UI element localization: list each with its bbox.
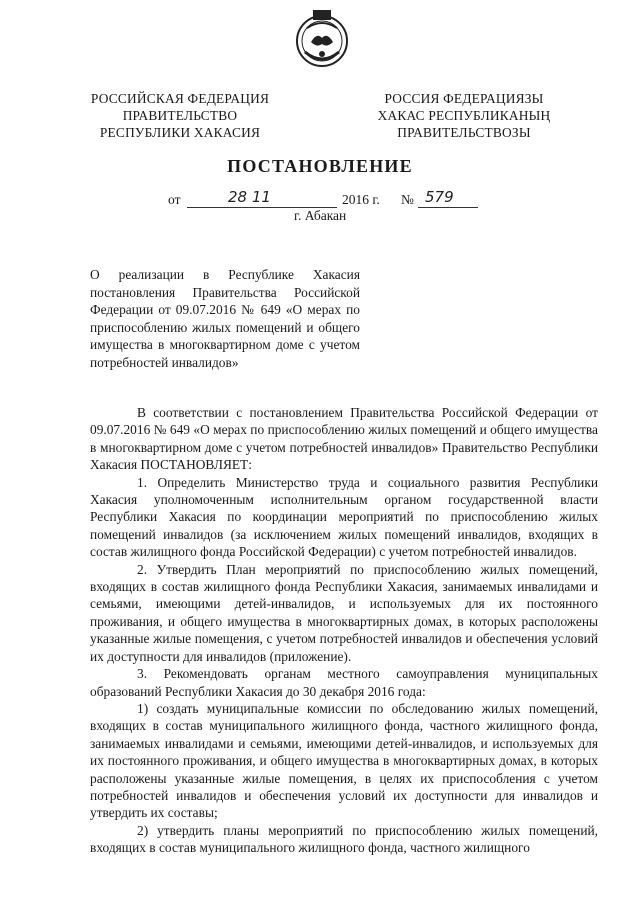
- header-left-line: РЕСПУБЛИКИ ХАКАСИЯ: [99, 125, 261, 140]
- header-right-line: РОССИЯ ФЕДЕРАЦИЯЗЫ: [384, 91, 544, 106]
- document-title: ПОСТАНОВЛЕНИЕ: [227, 156, 413, 176]
- body-paragraph: 1. Определить Министерство труда и социального развития Республики Хакасия уполномоченным исполнительным органом государственной власти Республики Хакасия по координации мероприятий по приспособлению жилых помещений инвалидов (за исключением жилых помещений инвалидов, входящих в состав жилищного фонда Российской Федерации) с учетом потребностей инвалидов.: [90, 474, 598, 560]
- document-subject: О реализации в Республике Хакасия постановления Правительства Российской Федерации от 09.07.2016 № 649 «О мерах по приспособлению жилых помещений и общего имущества в многоквартирном доме с учетом потребностей инвалидов»: [90, 267, 360, 370]
- handwritten-number: 579: [425, 188, 454, 206]
- body-paragraph: 2) утвердить планы мероприятий по приспособлению жилых помещений, входящих в состав муниципального жилищного фонда, частного жилищного: [90, 822, 598, 856]
- header-right-line: ПРАВИТЕЛЬСТВОЗЫ: [397, 125, 531, 140]
- date-line: [0, 190, 640, 210]
- body-paragraph: В соответствии с постановлением Правительства Российской Федерации от 09.07.2016 № 649 «О мерах по приспособлению жилых помещений и общего имущества в многоквартирном доме с учетом потребностей инвалидов» Правительство Республики Хакасия ПОСТАНОВЛЯЕТ:: [90, 405, 598, 473]
- date-year: 2016 г.: [342, 192, 380, 207]
- header-left-line: ПРАВИТЕЛЬСТВО: [122, 108, 238, 123]
- coat-of-arms-icon: [293, 8, 351, 70]
- header-right-line: ХАКАС РЕСПУБЛИКАНЫҢ: [377, 108, 551, 123]
- number-sign: №: [401, 192, 414, 207]
- body-paragraph: 3. Рекомендовать органам местного самоуправления муниципальных образований Республики Хакасия до 30 декабря 2016 года:: [90, 666, 598, 699]
- header-russian: [90, 90, 270, 141]
- city-label: г. Абакан: [294, 208, 347, 223]
- header-khakas: [374, 90, 554, 141]
- body-paragraph: 2. Утвердить План мероприятий по приспособлению жилых помещений, входящих в состав жилищного фонда Республики Хакасия, занимаемых инвалидами и семьями, имеющими детей-инвалидов, и используемых для их постоянного проживания, и общего имущества в многоквартирных домах, в которых расположены указанные жилые помещения, с учетом потребностей инвалидов и обеспечения условий их доступности для инвалидов (приложение).: [90, 561, 598, 664]
- document-body: [90, 404, 598, 857]
- body-paragraph: 1) создать муниципальные комиссии по обследованию жилых помещений, входящих в состав муниципального жилищного фонда, частного жилищного фонда, занимаемых инвалидами и семьями, имеющими детей-инвалидов, и используемых для их постоянного проживания, и общего имущества в многоквартирных домах, в которых расположены указанные жилые помещения, в целях их приспособления с учетом потребностей инвалидов и обеспечения условий их доступности для инвалидов и утвердить их составы;: [90, 700, 598, 821]
- header-left-line: РОССИЙСКАЯ ФЕДЕРАЦИЯ: [90, 91, 270, 106]
- date-from-label: от: [168, 192, 181, 207]
- handwritten-date: 28 11: [228, 188, 271, 206]
